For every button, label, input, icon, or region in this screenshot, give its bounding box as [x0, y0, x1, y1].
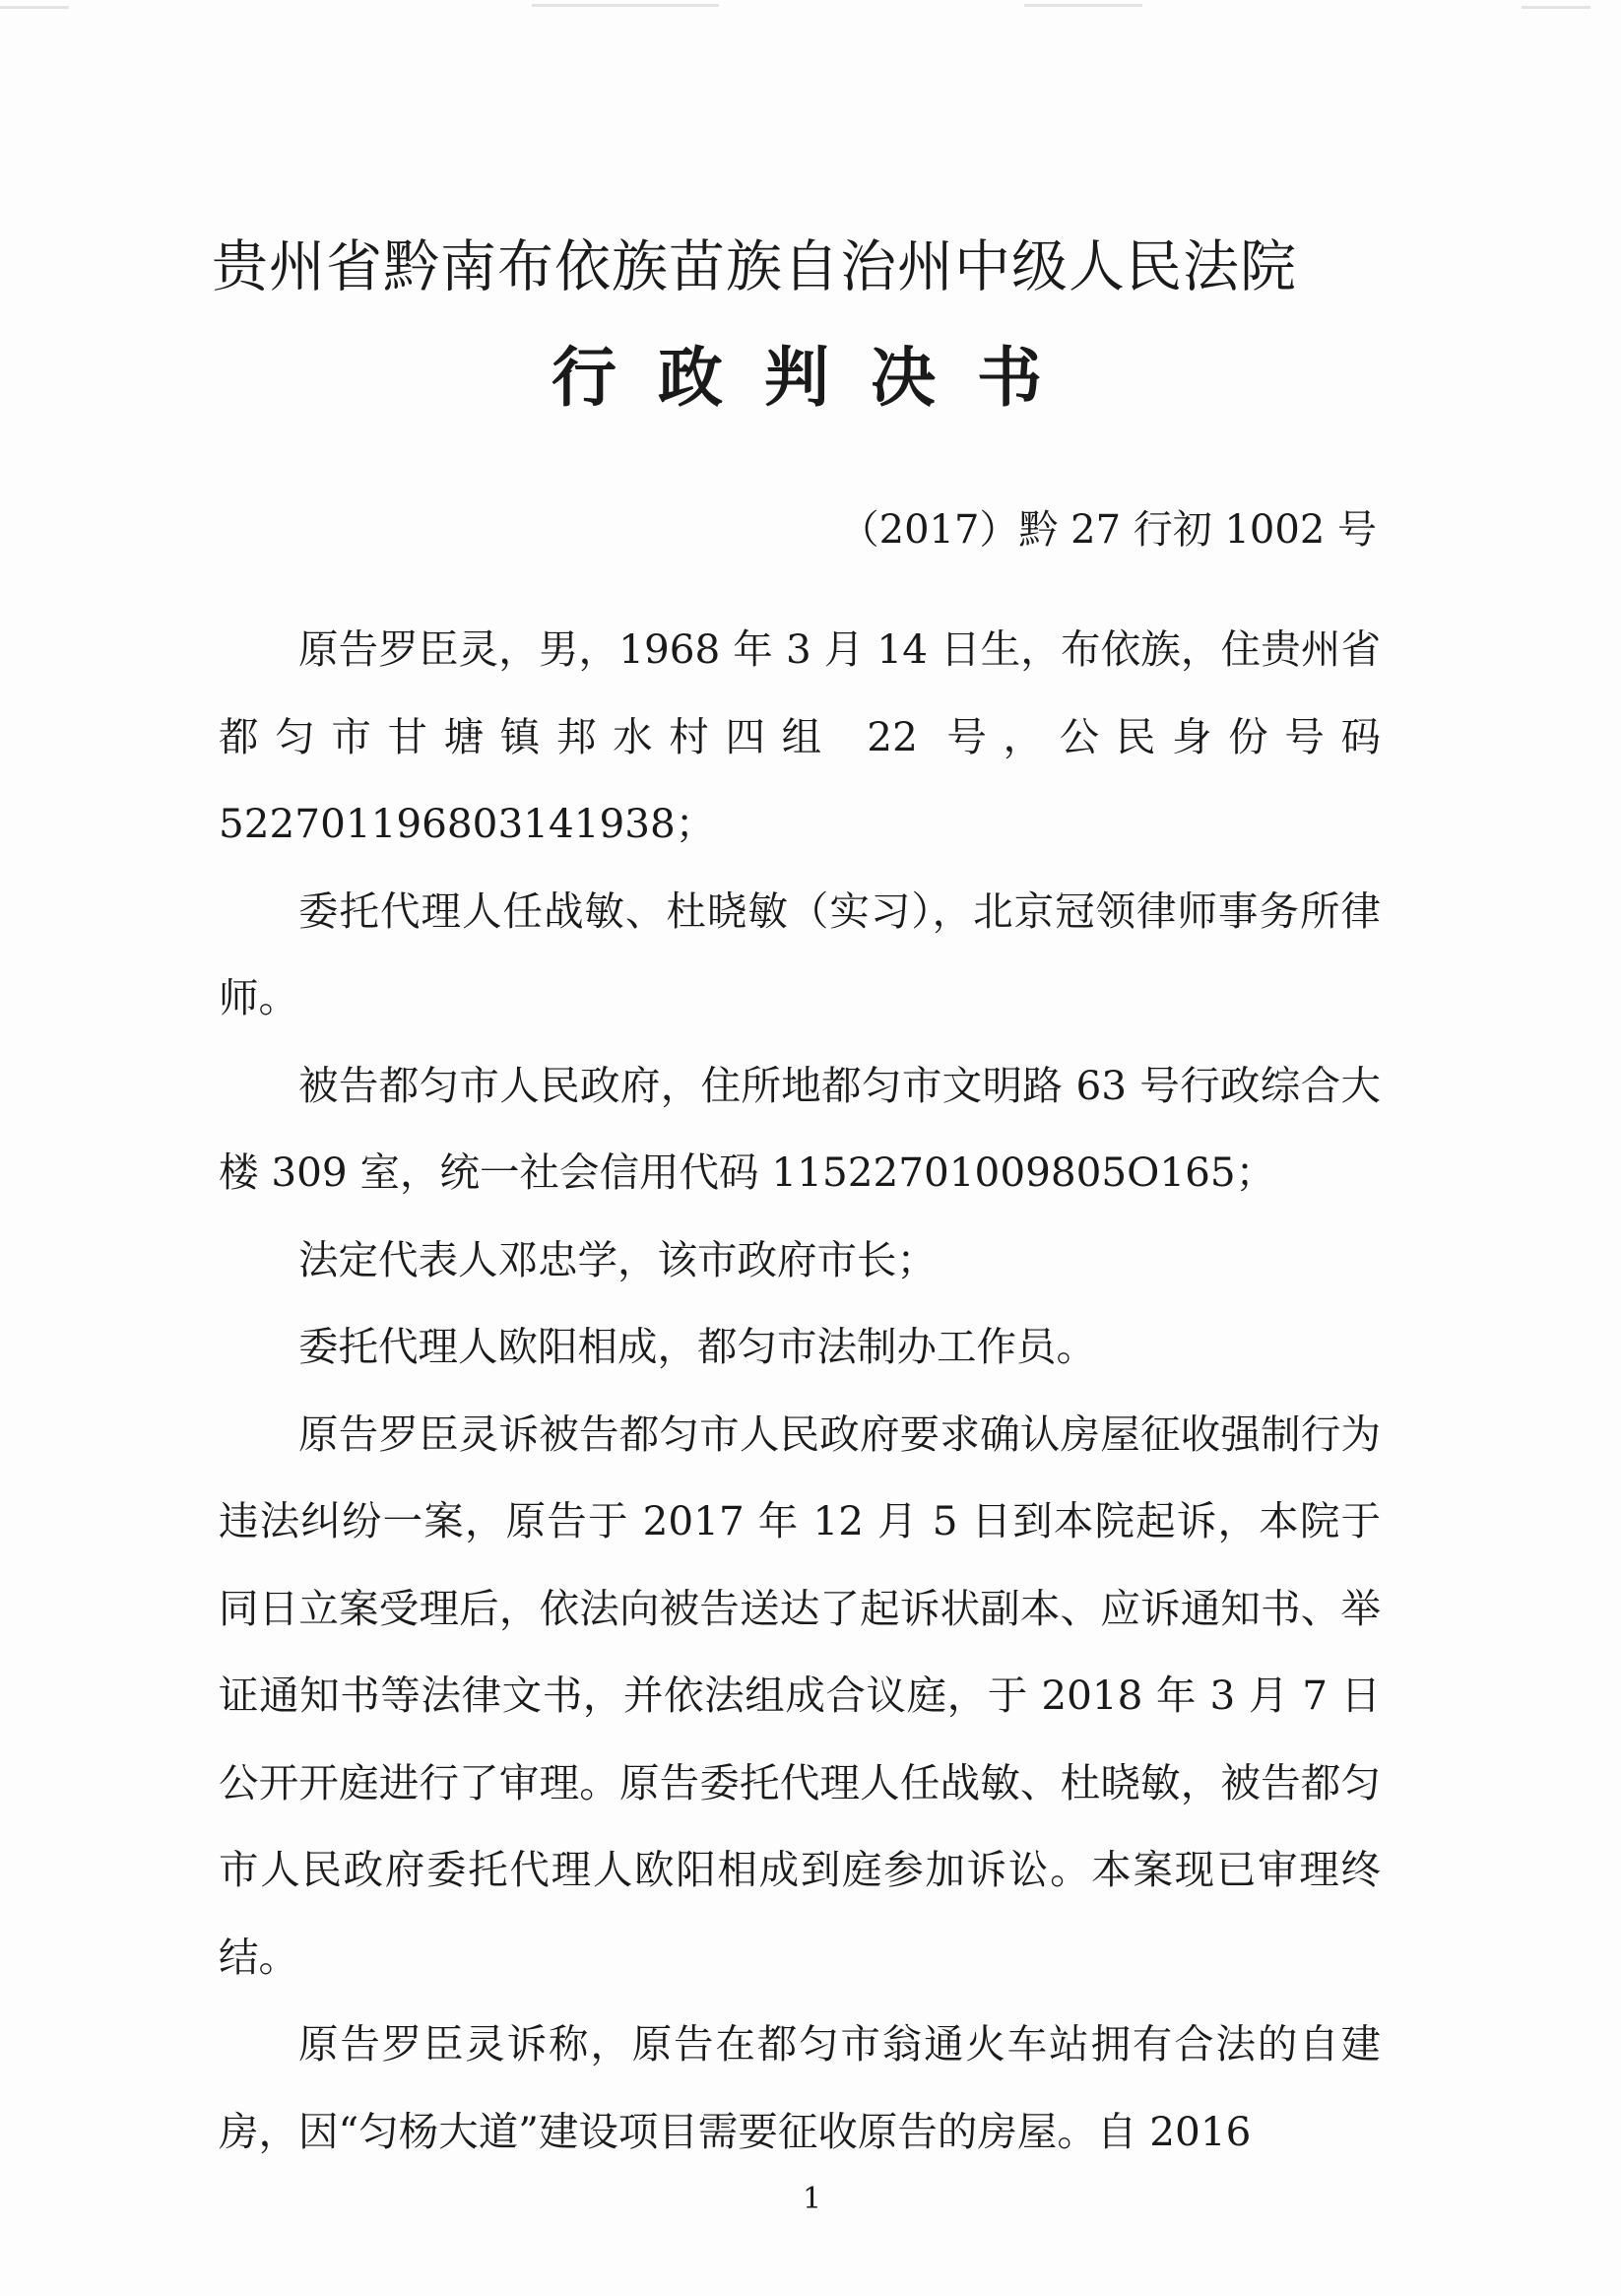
document-title: 行政判决书 — [551, 339, 1083, 416]
defendant-paragraph: 被告都匀市人民政府，住所地都匀市文明路 63 号行政综合大楼 309 室，统一社会信用代码 11522701009805O165； — [219, 1061, 1381, 1196]
judgment-body — [219, 606, 1381, 2175]
scan-artifact — [1024, 4, 1142, 7]
scan-artifact — [1522, 6, 1590, 9]
plaintiff-claim-paragraph: 原告罗臣灵诉称，原告在都匀市翁通火车站拥有合法的自建房，因“匀杨大道”建设项目需要征收原告的房屋。自 2016 — [219, 2020, 1381, 2155]
scan-artifact — [0, 6, 69, 9]
defendant-agent-paragraph: 委托代理人欧阳相成，都匀市法制办工作员。 — [298, 1323, 1096, 1370]
page-number: 1 — [803, 2182, 822, 2216]
scan-artifact — [532, 4, 719, 7]
case-number: （2017）黔 27 行初 1002 号 — [839, 507, 1377, 553]
legal-representative-paragraph: 法定代表人邓忠学，该市政府市长； — [298, 1235, 937, 1283]
case-procedure-paragraph: 原告罗臣灵诉被告都匀市人民政府要求确认房屋征收强制行为违法纠纷一案，原告于 2017 年 12 月 5 日到本院起诉，本院于同日立案受理后，依法向被告送达了起诉状副本、应诉通知书、举证通知书等法律文书，并依法组成合议庭，于 2018 年 3 月 7 日公开开庭进行了审理。原告委托代理人任战敏、杜晓敏，被告都匀市人民政府委托代理人欧阳相成到庭参加诉讼。本案现已审理终结。 — [219, 1410, 1381, 1981]
court-name: 贵州省黔南布依族苗族自治州中级人民法院 — [212, 234, 1297, 299]
plaintiff-paragraph: 原告罗臣灵，男，1968 年 3 月 14 日生，布依族，住贵州省都匀市甘塘镇邦水村四组 22 号，公民身份号码522701196803141938； — [219, 625, 1381, 847]
plaintiff-agent-paragraph: 委托代理人任战敏、杜晓敏（实习），北京冠领律师事务所律师。 — [219, 886, 1381, 1021]
